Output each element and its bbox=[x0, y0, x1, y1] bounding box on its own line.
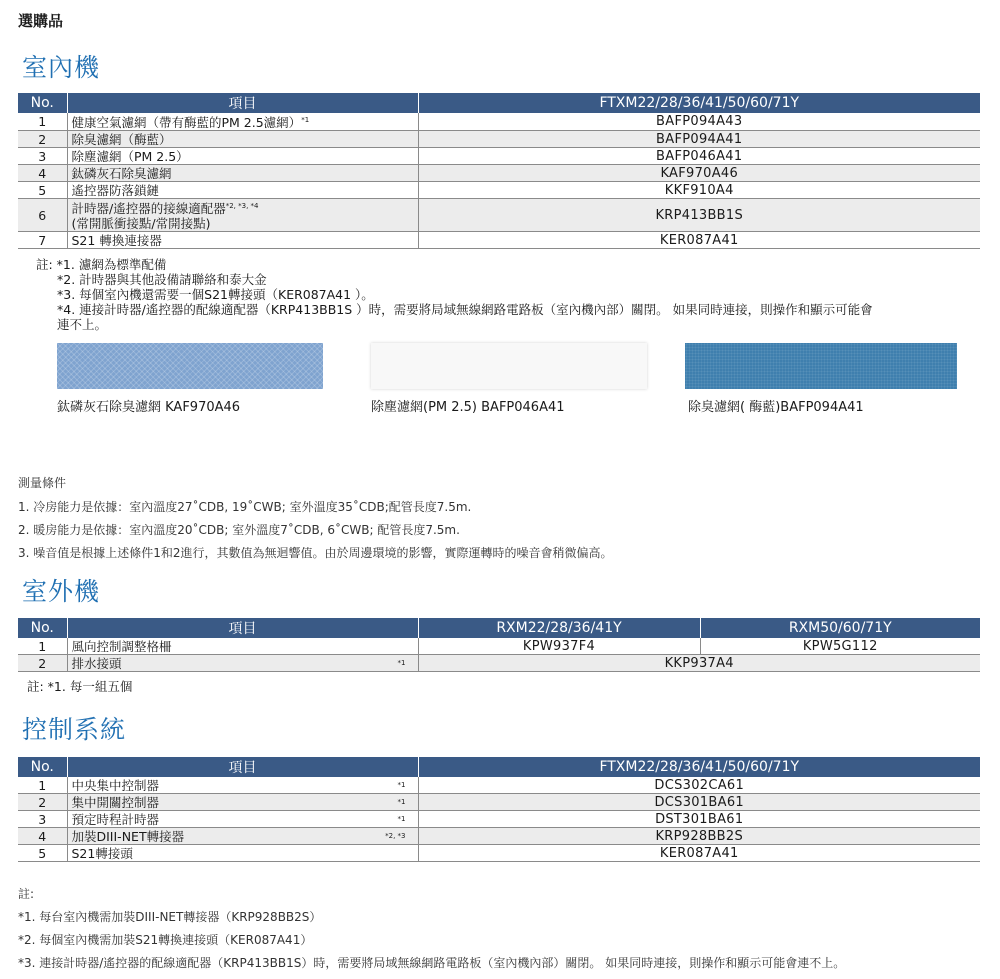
filter-caption: 除塵濾網(PM 2.5) BAFP046A41 bbox=[371, 400, 565, 415]
footnote-ref: *1 bbox=[397, 797, 406, 806]
footnote-ref: *1 bbox=[397, 814, 406, 823]
header-model-small: RXM22/28/36/41Y bbox=[418, 618, 700, 638]
outdoor-section-title: 室外機 bbox=[22, 577, 101, 606]
header-model: FTXM22/28/36/41/50/60/71Y bbox=[418, 757, 980, 777]
row-no: 3 bbox=[18, 148, 67, 165]
condition-item: 3. 噪音值是根據上述條件1和2進行，其數值為無迴響值。由於周邊環境的影響，實際運轉時的噪音會稍微偏高。 bbox=[18, 546, 613, 560]
row-no: 7 bbox=[18, 232, 67, 249]
row-no: 1 bbox=[18, 777, 67, 794]
control-systems-table bbox=[18, 757, 980, 862]
header-model: FTXM22/28/36/41/50/60/71Y bbox=[418, 93, 980, 113]
control-notes-heading: 註: bbox=[18, 887, 35, 901]
footnote-ref: *2, *3 bbox=[385, 831, 406, 840]
row-no: 6 bbox=[18, 199, 67, 232]
table-row bbox=[18, 113, 980, 131]
control-note: *3. 連接計時器/遙控器的配線適配器（KRP413BB1S）時，需要將局域無線網路電路板（室內機內部）關閉。 如果同時連接，則操作和顯示可能會連不上。 bbox=[18, 956, 846, 970]
control-note: *1. 每台室內機需加裝DIII-NET轉接器（KRP928BB2S） bbox=[18, 910, 322, 924]
row-model: BAFP094A43 bbox=[418, 113, 980, 131]
condition-item: 2. 暖房能力是依據：室內溫度20˚CDB; 室外溫度7˚CDB, 6˚CWB; 配管長度7.5m. bbox=[18, 523, 460, 537]
row-model: DCS301BA61 bbox=[418, 794, 980, 811]
table-header-row bbox=[18, 93, 980, 113]
table-header-row bbox=[18, 618, 980, 638]
row-item: 遙控器防落鎖鏈 bbox=[67, 182, 418, 199]
header-no: No. bbox=[18, 757, 67, 777]
control-section-title: 控制系統 bbox=[22, 715, 127, 744]
condition-item: 1. 冷房能力是依據：室內溫度27˚CDB, 19˚CWB; 室外溫度35˚CDB;配管長度7.5m. bbox=[18, 500, 472, 514]
row-no: 1 bbox=[18, 113, 67, 131]
row-item: 除臭濾網（酶藍） bbox=[67, 131, 418, 148]
row-no: 1 bbox=[18, 638, 67, 655]
row-no: 5 bbox=[18, 845, 67, 862]
row-model: BAFP094A41 bbox=[418, 131, 980, 148]
indoor-note: 註: *1. 濾網為標準配備 bbox=[36, 257, 167, 272]
item-text: 加裝DIII-NET轉接器 bbox=[71, 828, 185, 844]
row-item: 風向控制調整格柵 bbox=[67, 638, 418, 655]
row-no: 4 bbox=[18, 165, 67, 182]
control-note: *2. 每個室內機需加裝S21轉換連接頭（KER087A41） bbox=[18, 933, 313, 947]
outdoor-options-table bbox=[18, 618, 980, 672]
row-model: DST301BA61 bbox=[418, 811, 980, 828]
row-no: 5 bbox=[18, 182, 67, 199]
indoor-note: 連不上。 bbox=[57, 317, 108, 332]
header-no: No. bbox=[18, 618, 67, 638]
outdoor-note: 註: *1. 每一組五個 bbox=[27, 679, 133, 694]
row-no: 2 bbox=[18, 655, 67, 672]
footnote-ref: *2, *3, *4 bbox=[225, 202, 259, 211]
row-item bbox=[67, 655, 418, 672]
row-model: KRP928BB2S bbox=[418, 828, 980, 845]
table-row bbox=[18, 182, 980, 199]
row-model: KER087A41 bbox=[418, 845, 980, 862]
table-row bbox=[18, 131, 980, 148]
table-row bbox=[18, 811, 980, 828]
item-text: 排水接頭 bbox=[71, 655, 122, 671]
item-text: 中央集中控制器 bbox=[71, 777, 160, 793]
row-item: S21轉接頭 bbox=[67, 845, 418, 862]
table-row bbox=[18, 828, 980, 845]
row-item: S21 轉換連接器 bbox=[67, 232, 418, 249]
conditions-heading: 測量條件 bbox=[18, 476, 67, 490]
table-row bbox=[18, 148, 980, 165]
row-item bbox=[67, 113, 418, 131]
row-model: BAFP046A41 bbox=[418, 148, 980, 165]
indoor-note: *2. 計時器與其他設備請聯絡和泰大金 bbox=[57, 272, 267, 287]
row-model: KPW937F4 bbox=[418, 638, 700, 655]
footnote-ref: *1 bbox=[397, 658, 406, 667]
table-row bbox=[18, 777, 980, 794]
table-row bbox=[18, 165, 980, 182]
filter-caption: 除臭濾網( 酶藍)BAFP094A41 bbox=[688, 400, 864, 415]
table-header-row bbox=[18, 757, 980, 777]
table-row bbox=[18, 638, 980, 655]
filter-image-kaf970a46 bbox=[57, 343, 323, 389]
item-text: 集中開關控制器 bbox=[71, 794, 160, 810]
indoor-options-table bbox=[18, 93, 980, 249]
row-model: KKF910A4 bbox=[418, 182, 980, 199]
row-item: 除塵濾網（PM 2.5） bbox=[67, 148, 418, 165]
table-row bbox=[18, 232, 980, 249]
row-model: KPW5G112 bbox=[700, 638, 980, 655]
header-item: 項目 bbox=[67, 93, 418, 113]
filter-image-bafp046a41 bbox=[371, 343, 647, 389]
row-model: KAF970A46 bbox=[418, 165, 980, 182]
row-model: KRP413BB1S bbox=[418, 199, 980, 232]
item-text: 健康空氣濾網（帶有酶藍的PM 2.5濾網） bbox=[71, 115, 302, 131]
table-row bbox=[18, 655, 980, 672]
footnote-ref: *1 bbox=[301, 116, 310, 124]
row-item bbox=[67, 794, 418, 811]
row-no: 2 bbox=[18, 131, 67, 148]
indoor-note: *3. 每個室內機還需要一個S21轉接頭（KER087A41 ）。 bbox=[57, 287, 374, 302]
row-no: 3 bbox=[18, 811, 67, 828]
item-text: 預定時程計時器 bbox=[71, 811, 160, 827]
footnote-ref: *1 bbox=[397, 780, 406, 789]
item-text: 計時器/遙控器的接線適配器 bbox=[71, 201, 226, 217]
row-model: KKP937A4 bbox=[418, 655, 980, 672]
header-no: No. bbox=[18, 93, 67, 113]
row-item bbox=[67, 828, 418, 845]
row-model: KER087A41 bbox=[418, 232, 980, 249]
row-model: DCS302CA61 bbox=[418, 777, 980, 794]
row-no: 4 bbox=[18, 828, 67, 845]
header-item: 項目 bbox=[67, 618, 418, 638]
filter-caption: 鈦磷灰石除臭濾網 KAF970A46 bbox=[57, 400, 241, 415]
table-row bbox=[18, 845, 980, 862]
row-item: 鈦磷灰石除臭濾網 bbox=[67, 165, 418, 182]
row-no: 2 bbox=[18, 794, 67, 811]
filter-image-bafp094a41 bbox=[685, 343, 957, 389]
row-item bbox=[67, 199, 418, 232]
item-text-line2: (常開脈衝接點/常開接點) bbox=[71, 216, 211, 232]
table-row bbox=[18, 199, 980, 232]
row-item bbox=[67, 777, 418, 794]
table-row bbox=[18, 794, 980, 811]
page-title: 選購品 bbox=[18, 12, 64, 30]
indoor-section-title: 室內機 bbox=[22, 53, 101, 82]
header-model-large: RXM50/60/71Y bbox=[700, 618, 980, 638]
row-item bbox=[67, 811, 418, 828]
header-item: 項目 bbox=[67, 757, 418, 777]
indoor-note: *4. 連接計時器/遙控器的配線適配器（KRP413BB1S ）時，需要將局域無線網路電路板（室內機內部）關閉。 如果同時連接，則操作和顯示可能會 bbox=[57, 302, 873, 317]
